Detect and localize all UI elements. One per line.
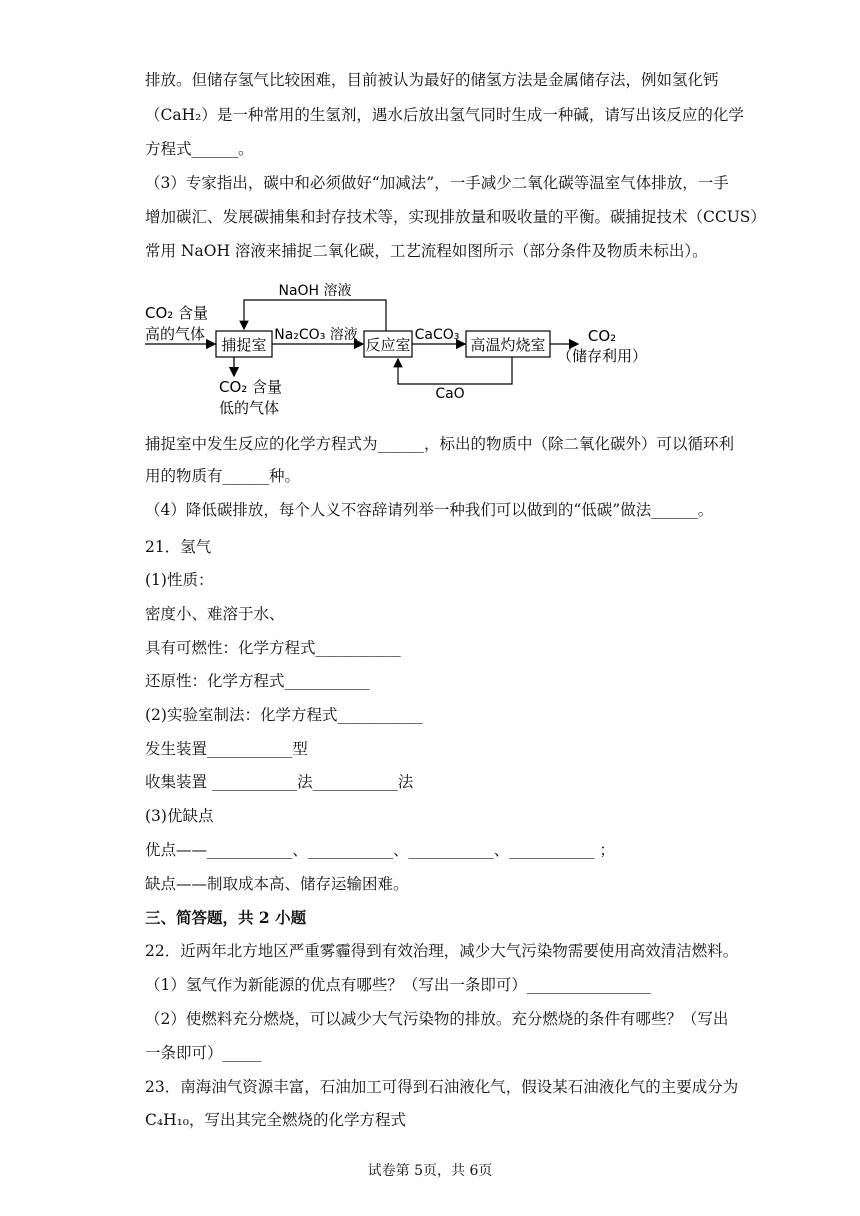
text-line: (1)性质：	[145, 571, 214, 589]
output-gas-label: CO₂ 含量	[219, 378, 283, 396]
text-line: （4）降低碳排放，每个人义不容辞请列举一种我们可以做到的“低碳”做法______。	[145, 501, 714, 519]
text-line: 具有可燃性：化学方程式___________	[145, 639, 401, 657]
text-line: 排放。但储存氢气比较困难，目前被认为最好的储氢方法是金属储存法，例如氢化钙	[145, 71, 719, 89]
caco3-label: CaCO₃	[414, 327, 460, 343]
text-line: (3)优缺点	[145, 807, 214, 825]
reaction-room-label: 反应室	[365, 336, 411, 354]
input-gas-label: CO₂ 含量	[145, 304, 209, 322]
text-line: 收集装置 ___________法___________法	[145, 773, 414, 791]
co2-out-label: CO₂	[587, 327, 617, 345]
text-line: 捕捉室中发生反应的化学方程式为______，标出的物质中（除二氧化碳外）可以循环利	[145, 435, 735, 453]
text-line: （CaH₂）是一种常用的生氢剂，遇水后放出氢气同时生成一种碱，请写出该反应的化学	[145, 106, 744, 124]
question-heading: 21．氢气	[145, 538, 212, 556]
output-gas-label: 低的气体	[219, 399, 280, 417]
question-text: 23．南海油气资源丰富，石油加工可得到石油液化气，假设某石油液化气的主要成分为	[145, 1078, 739, 1096]
na2co3-label: Na₂CO₃ 溶液	[274, 327, 358, 343]
section-heading: 三、简答题，共 2 小题	[145, 908, 307, 927]
text-line: 常用 NaOH 溶液来捕捉二氧化碳，工艺流程如图所示（部分条件及物质未标出）。	[145, 242, 708, 260]
input-gas-label: 高的气体	[145, 325, 206, 343]
naoh-label: NaOH 溶液	[278, 283, 352, 299]
text-line: 增加碳汇、发展碳捕集和封存技术等，实现排放量和吸收量的平衡。碳捕捉技术（CCUS）	[145, 208, 766, 226]
text-line: 密度小、难溶于水、	[145, 605, 285, 623]
capture-room-label: 捕捉室	[221, 336, 267, 354]
text-line: 方程式______。	[145, 140, 254, 158]
cao-label: CaO	[435, 386, 465, 402]
process-flow-diagram	[140, 278, 660, 420]
text-line: 一条即可）_____	[145, 1044, 262, 1062]
text-line: 缺点——制取成本高、储存运输困难。	[145, 875, 409, 893]
text-line: C₄H₁₀，写出其完全燃烧的化学方程式	[145, 1111, 407, 1129]
text-line: 用的物质有______种。	[145, 467, 301, 485]
text-line: （1）氢气作为新能源的优点有哪些？（写出一条即可）________________	[145, 976, 651, 994]
cao-loop-line	[398, 357, 512, 384]
text-line: 还原性：化学方程式___________	[145, 672, 370, 690]
text-line: 优点——___________、___________、___________、___________ ；	[145, 841, 615, 859]
question-text: 22．近两年北方地区严重雾霾得到有效治理，减少大气污染物需要使用高效清洁燃料。	[145, 942, 739, 960]
page-footer: 试卷第 5页，共 6页	[367, 1163, 493, 1179]
text-line: (2)实验室制法：化学方程式___________	[145, 706, 423, 724]
calciner-label: 高温灼烧室	[470, 336, 546, 354]
text-line: （2）使燃料充分燃烧，可以减少大气污染物的排放。充分燃烧的条件有哪些？（写出	[145, 1010, 729, 1028]
text-line: 发生装置___________型	[145, 740, 308, 758]
storage-label: （储存利用）	[556, 347, 648, 365]
text-line: （3）专家指出，碳中和必须做好“加减法”，一手减少二氧化碳等温室气体排放，一手	[145, 174, 729, 192]
